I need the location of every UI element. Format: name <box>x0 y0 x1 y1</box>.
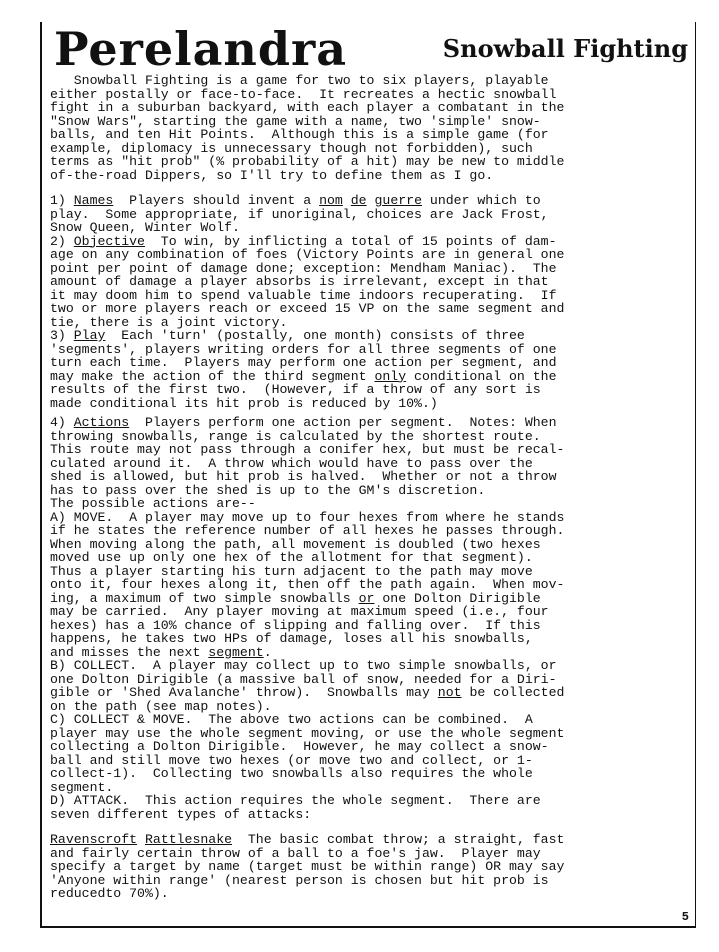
page-number: 5 <box>681 910 689 924</box>
text-line: age on any combination of foes (Victory Points are in general one <box>50 247 565 262</box>
text-line: 'Anyone within range' (nearest person is chosen but hit prob is <box>50 872 549 888</box>
text-line: fight in a suburban backyard, with each player a combatant in the <box>50 100 565 115</box>
text-line: results of the first two. (However, if a throw of any sort is <box>50 382 541 397</box>
article-body <box>50 74 695 901</box>
text-line: ing, a maximum of two simple snowballs or one Dolton Dirigible <box>50 590 541 606</box>
section-first-line: Ravenscroft Rattlesnake The basic combat throw; a straight, fast <box>50 832 565 847</box>
text-line: Thus a player starting his turn adjacent to the path may move <box>50 563 533 579</box>
text-line: reducedto 70%). <box>50 886 169 901</box>
text-line: turn each time. Players may perform one action per segment, and <box>50 355 557 370</box>
text-line: moved use up only one hex of the allotment for that segment). <box>50 550 533 565</box>
text-line: point per point of damage done; exception: Mendham Maniac). The <box>50 260 557 276</box>
text-line: 'segments', players writing orders for all three segments of one <box>50 341 557 357</box>
text-line: A) MOVE. A player may move up to four hexes from where he stands <box>50 509 565 525</box>
section-first-line: 2) Objective To win, by inflicting a total of 15 points of dam- <box>50 233 557 249</box>
masthead <box>54 22 692 76</box>
text-line: The possible actions are-- <box>50 496 256 511</box>
section-names <box>50 194 695 235</box>
text-line: gible or 'Shed Avalanche' throw). Snowballs may not be collected <box>50 685 565 700</box>
section-play <box>50 329 695 410</box>
text-line: play. Some appropriate, if unoriginal, choices are Jack Frost, <box>50 206 549 222</box>
text-line: ball and still move two hexes (or move two and collect, or 1- <box>50 752 533 768</box>
section-first-line: 3) Play Each 'turn' (postally, one month) consists of three <box>50 328 525 343</box>
section-heading: Play <box>73 328 106 343</box>
text-line: throwing snowballs, range is calculated by the shortest route. <box>50 428 541 444</box>
text-line: two or more players reach or exceed 15 VP on the same segment and <box>50 301 565 316</box>
text-line: collecting a Dolton Dirigible. However, he may collect a snow- <box>50 739 549 754</box>
text-line: player may use the whole segment moving, or use the whole segment <box>50 725 565 741</box>
section-first-line: 1) Names Players should invent a nom de guerre under which to <box>50 193 541 208</box>
text-line: either postally or face-to-face. It recreates a hectic snowball <box>50 86 557 102</box>
section-heading: Objective <box>73 233 145 249</box>
text-line: one Dolton Dirigible (a massive ball of snow, needed for a Diri- <box>50 671 557 687</box>
text-line: hexes) has a 10% chance of slipping and falling over. If this <box>50 617 541 633</box>
section-first-line: 4) Actions Players perform one action per segment. Notes: When <box>50 415 557 430</box>
text-line: seven different types of attacks: <box>50 806 312 822</box>
text-line: if he states the reference number of all hexes he passes through. <box>50 523 565 538</box>
section-objective <box>50 235 695 330</box>
text-line: and misses the next segment. <box>50 644 272 660</box>
text-line: culated around it. A throw which would have to pass over the <box>50 455 533 471</box>
page <box>40 22 696 928</box>
text-line: has to pass over the shed is up to the GM's discretion. <box>50 482 486 498</box>
text-line: B) COLLECT. A player may collect up to two simple snowballs, or <box>50 658 557 673</box>
section-actions <box>50 416 695 821</box>
section-heading: Actions <box>73 415 130 430</box>
text-line: shed is allowed, but hit prob is halved. Whether or not a throw <box>50 469 557 484</box>
text-line: Snowball Fighting is a game for two to six players, playable <box>50 73 549 88</box>
section-number: 1) <box>50 193 74 208</box>
text-line: balls, and ten Hit Points. Although this is a simple game (for <box>50 127 549 142</box>
text-line: Snow Queen, Winter Wolf. <box>50 220 240 235</box>
text-line: and fairly certain throw of a ball to a foe's jaw. Player may <box>50 845 541 861</box>
text-line: specify a target by name (target must be within range) OR may say <box>50 859 565 874</box>
section-heading: Names <box>73 193 114 208</box>
text-line: made conditional its hit prob is reduced by 10%.) <box>50 395 438 411</box>
text-line: example, diplomacy is unnecessary though not forbidden), such <box>50 140 533 156</box>
text-line: it may doom him to spend valuable time indoors recuperating. If <box>50 287 557 303</box>
text-line: tie, there is a joint victory. <box>50 314 288 330</box>
section-number: 3) <box>50 328 74 343</box>
text-line: happens, he takes two HPs of damage, loses all his snowballs, <box>50 631 533 646</box>
text-line: onto it, four hexes along it, then off the path again. When mov- <box>50 577 565 592</box>
text-line: may be carried. Any player moving at maximum speed (i.e., four <box>50 604 549 619</box>
section-heading: Ravenscroft <box>50 832 138 847</box>
text-line: This route may not pass through a conifer hex, but must be recal- <box>50 442 565 457</box>
text-line: collect-1). Collecting two snowballs also requires the whole <box>50 766 533 781</box>
magazine-title: Perelandra <box>54 22 348 76</box>
text-line: D) ATTACK. This action requires the whole segment. There are <box>50 793 541 808</box>
text-line: amount of damage a player absorbs is irrelevant, except in that <box>50 274 549 289</box>
text-line: of-the-road Dippers, so I'll try to define them as I go. <box>50 167 494 183</box>
text-line: "Snow Wars", starting the game with a name, two 'simple' snow- <box>50 113 541 129</box>
text-line: C) COLLECT & MOVE. The above two actions can be combined. A <box>50 712 533 727</box>
section-ravenscroft-rattlesnake <box>50 833 695 901</box>
section-number: 2) <box>50 233 74 249</box>
text-line: When moving along the path, all movement is doubled (two hexes <box>50 536 541 552</box>
text-line: on the path (see map notes). <box>50 698 272 714</box>
section-number: 4) <box>50 415 74 430</box>
text-line: may make the action of the third segment only conditional on the <box>50 368 557 384</box>
intro-paragraph <box>50 74 695 182</box>
article-title: Snowball Fighting <box>442 34 688 63</box>
text-line: terms as "hit prob" (% probability of a hit) may be new to middle <box>50 154 565 169</box>
text-line: segment. <box>50 779 114 795</box>
